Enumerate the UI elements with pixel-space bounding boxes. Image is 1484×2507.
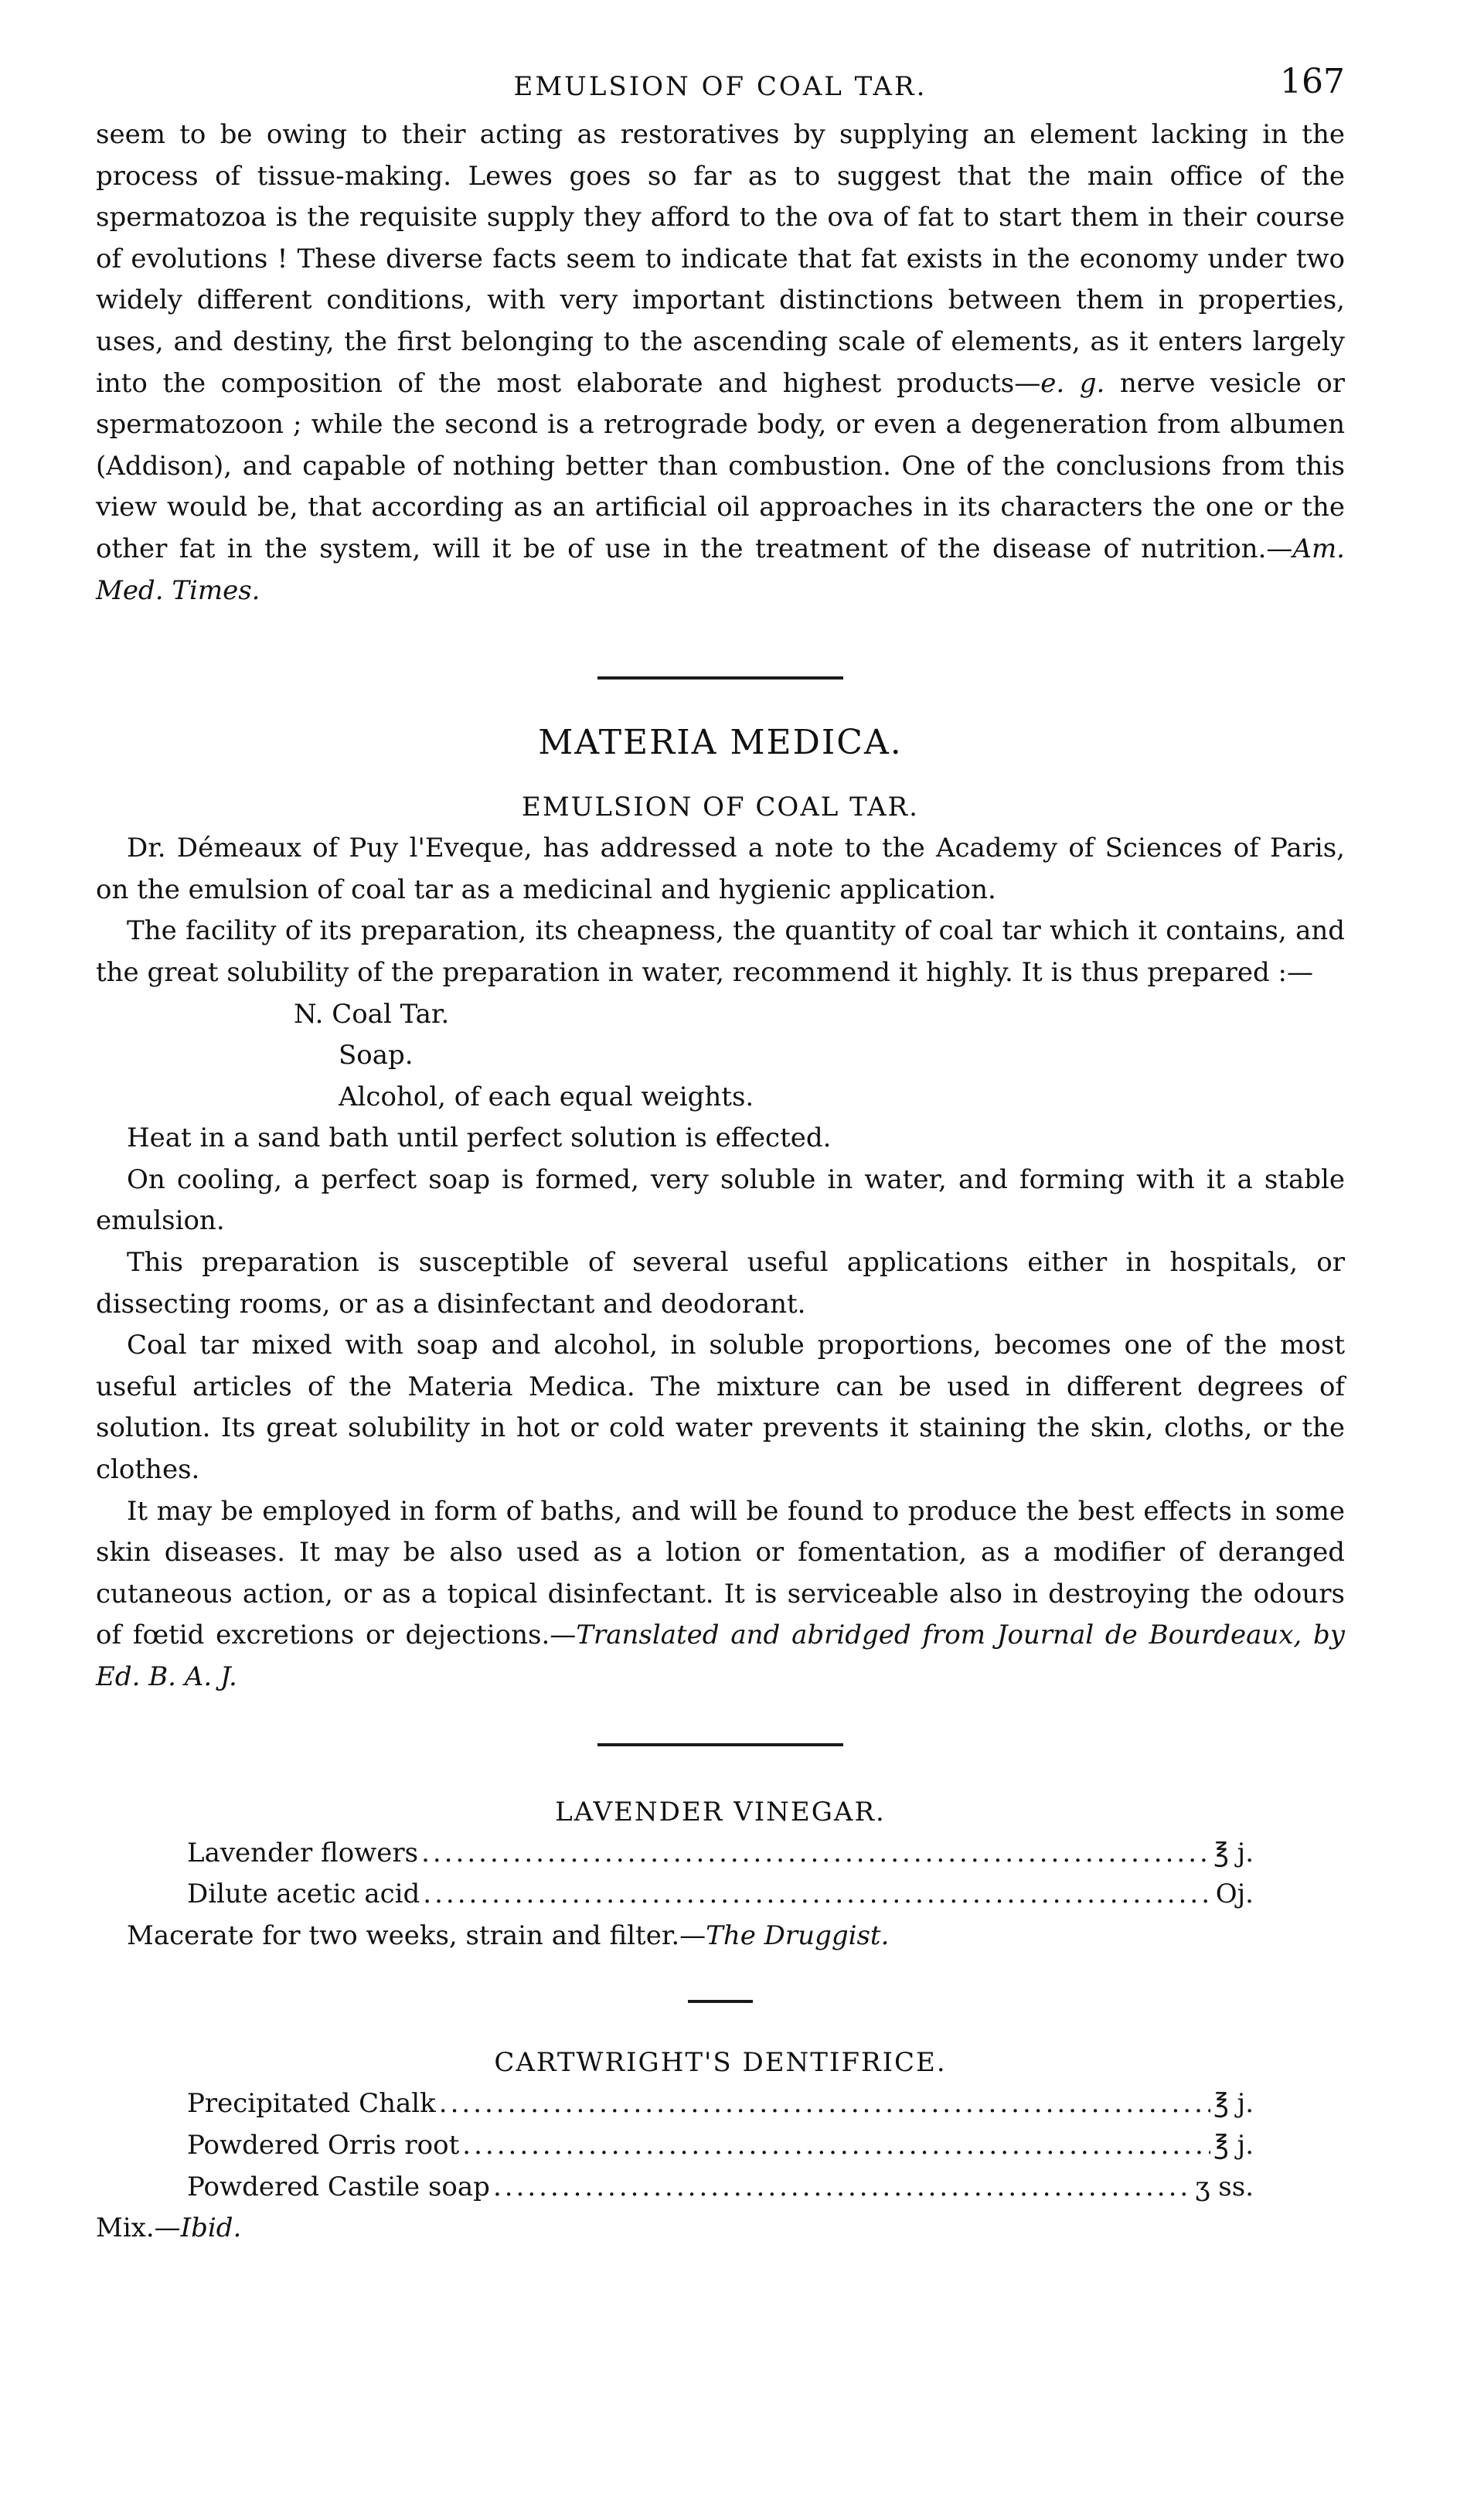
ingredient-name: Powdered Castile soap — [187, 2171, 490, 2202]
page-number: 167 — [1280, 62, 1345, 101]
dot-leader — [423, 1874, 1212, 1916]
section-divider — [597, 1743, 843, 1746]
recipe-line: N. Coal Tar. — [294, 998, 450, 1030]
dot-leader — [493, 2167, 1192, 2209]
recipe-line: Soap. — [339, 1040, 414, 1071]
lavender-direction-text: Macerate for two weeks, strain and filter.— — [127, 1919, 706, 1951]
coal-tar-paragraph-2: The facility of its preparation, its cheapness, the quantity of coal tar which it contains, and the great solubility of the preparation in water, recommend it highly. It is thus prepared :— — [96, 915, 1345, 988]
coal-tar-recipe — [96, 994, 1345, 1119]
section-title: MATERIA MEDICA. — [538, 723, 903, 763]
coal-tar-paragraph-7-text: It may be employed in form of baths, and will be found to produce the best effects in some skin diseases. It may be also used as a lotion or fomentation, as a modifier of deranged cutaneous action, or as a topical disinfectant. It is serviceable also in destroying the odours of fœtid excretions or dejections.— — [96, 1495, 1345, 1651]
running-head — [96, 60, 1345, 114]
coal-tar-paragraph-1: Dr. Démeaux of Puy l'Eveque, has addressed a note to the Academy of Sciences of Paris, on the emulsion of coal tar as a medicinal and hygienic application. — [96, 833, 1345, 905]
dentifrice-direction-text: Mix.— — [96, 2212, 181, 2244]
intro-source: Am. Med. Times. — [96, 533, 1345, 606]
lavender-source: The Druggist. — [706, 1919, 890, 1951]
lavender-ingredients — [96, 1833, 1254, 1916]
coal-tar-paragraph-7 — [96, 1491, 1345, 1698]
coal-tar-paragraph-6: Coal tar mixed with soap and alcohol, in soluble proportions, becomes one of the most useful articles of the Materia Medica. The mixture can be used in different degrees of solution. Its great solubility in hot or cold water prevents it staining the skin, cloths, or the clothes. — [96, 1330, 1345, 1486]
recipe-line: Alcohol, of each equal weights. — [339, 1081, 754, 1112]
ingredient-row — [187, 2125, 1254, 2167]
section-divider — [597, 676, 843, 680]
dentifrice-source: Ibid. — [180, 2212, 242, 2244]
dentifrice-title: CARTWRIGHT'S DENTIFRICE. — [494, 2047, 947, 2079]
ingredient-row — [187, 2083, 1254, 2125]
ingredient-quantity: ʒ ss. — [1195, 2171, 1254, 2202]
coal-tar-paragraph-4: On cooling, a perfect soap is formed, very soluble in water, and forming with it a stable emulsion. — [96, 1163, 1345, 1237]
lavender-direction — [96, 1916, 1345, 1957]
dot-leader — [421, 1833, 1210, 1875]
ingredient-quantity: ℥ j. — [1213, 2088, 1254, 2120]
running-title: EMULSION OF COAL TAR. — [513, 71, 928, 102]
coal-tar-title: EMULSION OF COAL TAR. — [522, 792, 919, 823]
intro-text-2: nerve vesicle or spermatozoon ; while the second is a retrograde body, or even a degeneration from albumen (Addison), and capable of nothing better than combustion. One of the conclusions from this view would be, that according as an artificial oil approaches in its characters the one or the other fat in the system, will it be of use in the treatment of the disease of nutrition.— — [96, 367, 1346, 564]
short-divider — [688, 2000, 753, 2003]
ingredient-quantity: Oj. — [1215, 1879, 1254, 1910]
ingredient-row — [187, 1833, 1254, 1875]
ingredient-name: Precipitated Chalk — [187, 2088, 436, 2120]
coal-tar-paragraph-5: This preparation is susceptible of several useful applications either in hospitals, or dissecting rooms, or as a disinfectant and deodorant. — [96, 1247, 1345, 1320]
lavender-title: LAVENDER VINEGAR. — [555, 1796, 886, 1827]
ingredient-name: Powdered Orris root — [187, 2129, 460, 2161]
coal-tar-source: Translated and abridged from Journal de Bourdeaux, by Ed. B. A. J. — [96, 1620, 1346, 1692]
dot-leader — [439, 2083, 1210, 2125]
coal-tar-paragraph-3: Heat in a sand bath until perfect solution is effected. — [127, 1122, 832, 1154]
dentifrice-ingredients — [96, 2083, 1254, 2208]
ingredient-name: Dilute acetic acid — [187, 1879, 420, 1910]
intro-paragraph — [96, 114, 1345, 611]
dentifrice-direction — [96, 2208, 1345, 2250]
intro-eg: e. g. — [1040, 367, 1105, 399]
ingredient-row — [187, 2167, 1254, 2209]
ingredient-quantity: ℥ j. — [1213, 2129, 1254, 2161]
dot-leader — [462, 2125, 1210, 2167]
ingredient-name: Lavender flowers — [187, 1837, 419, 1868]
ingredient-row — [187, 1874, 1254, 1916]
intro-text: seem to be owing to their acting as restoratives by supplying an element lacking in the process of tissue-making. Lewes goes so far as to suggest that the main office of the spermatozoa is the requisite supply they afford to the ova of fat to start them in their course of evolutions ! These diverse facts seem to indicate that fat exists in the economy under two widely different conditions, with very important distinctions between them in properties, uses, and destiny, the first belonging to the ascending scale of elements, as it enters largely into the composition of the most elaborate and highest products— — [96, 119, 1345, 399]
ingredient-quantity: ℥ j. — [1213, 1837, 1254, 1868]
